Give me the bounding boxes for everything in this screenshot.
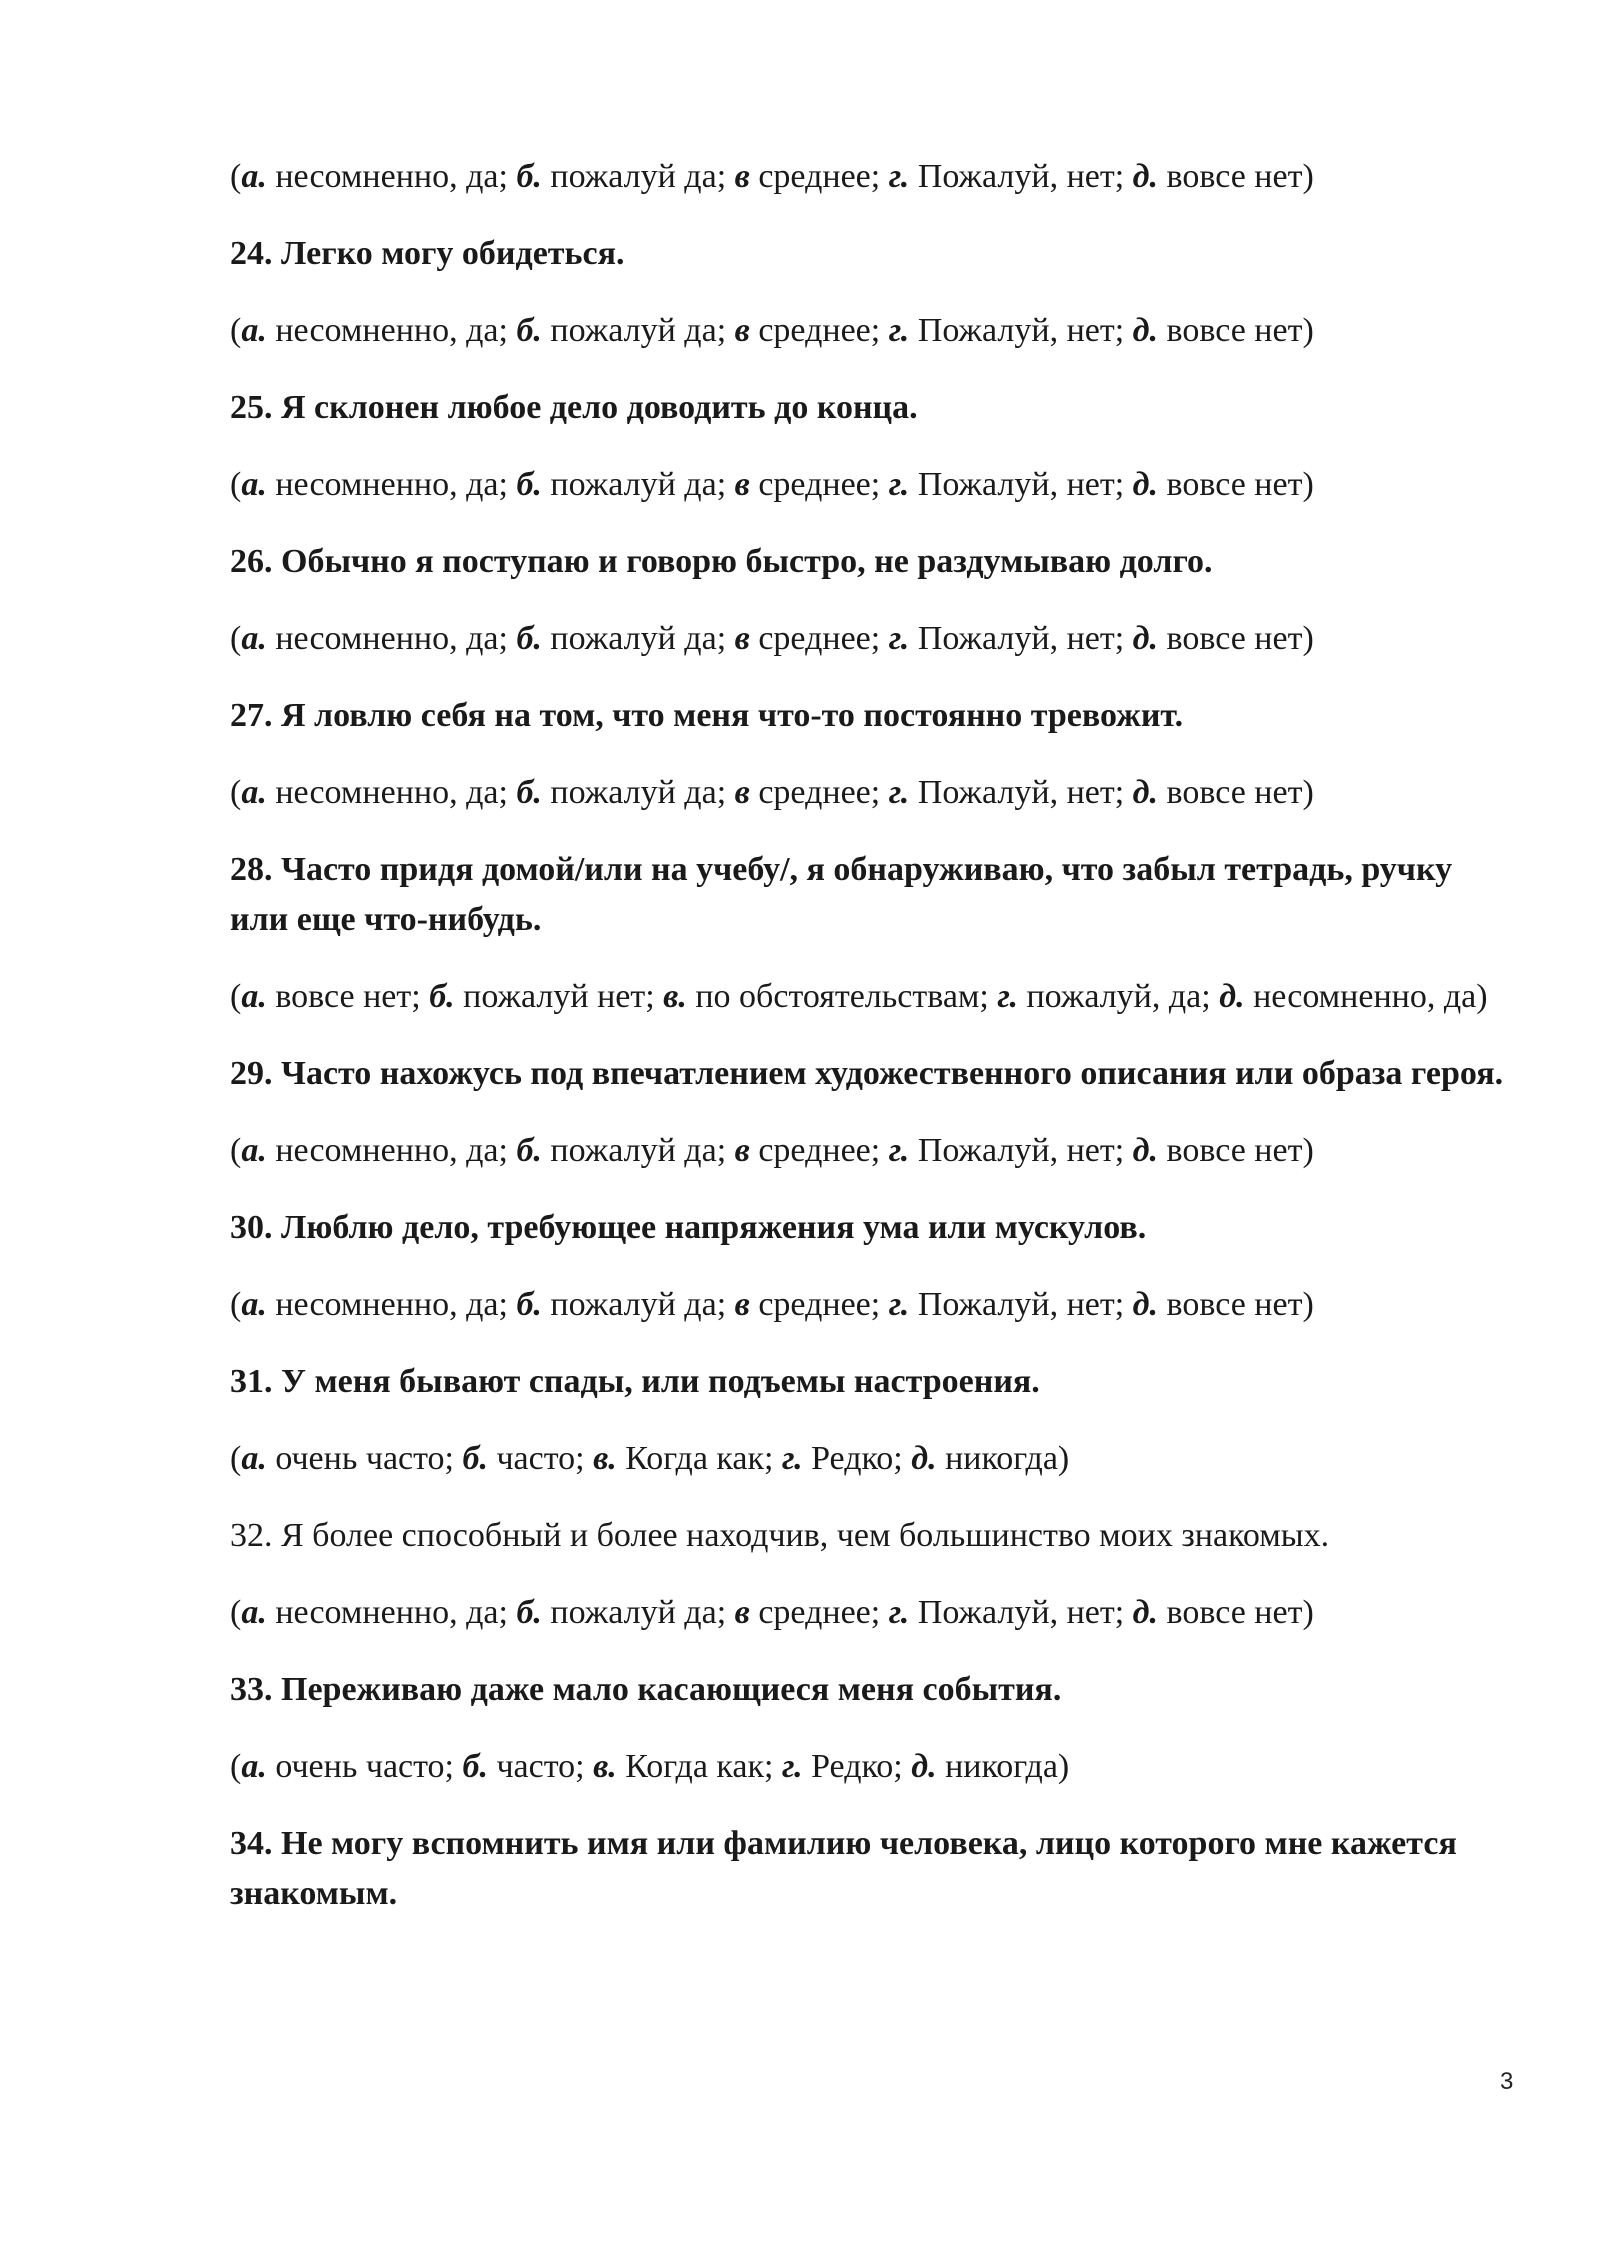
answer-options [230, 1588, 1510, 1638]
option-text: пожалуй да; [541, 312, 735, 349]
option-text: Пожалуй, нет; [909, 1286, 1133, 1323]
option-text: вовсе нет; [266, 978, 430, 1015]
option-text: вовсе нет) [1158, 1594, 1314, 1631]
option-text: пожалуй да; [541, 620, 735, 657]
option-letter: г. [888, 466, 910, 503]
option-letter: б. [516, 158, 542, 195]
option-text: пожалуй да; [541, 158, 735, 195]
option-letter: г. [997, 978, 1018, 1015]
option-letter: г. [888, 1286, 910, 1323]
option-text: Пожалуй, нет; [909, 620, 1133, 657]
option-text: среднее; [749, 1594, 889, 1631]
option-letter: г. [888, 158, 910, 195]
option-text: среднее; [749, 1132, 889, 1169]
question-text: 29. Часто нахожусь под впечатлением художественного описания или образа героя. [230, 1055, 1504, 1092]
option-letter: д. [1132, 1132, 1159, 1169]
question-text: 32. Я более способный и более находчив, чем большинство моих знакомых. [230, 1517, 1330, 1554]
option-text: очень часто; [266, 1440, 463, 1477]
option-letter: а. [241, 978, 267, 1015]
option-text: пожалуй да; [541, 1132, 735, 1169]
answer-options [230, 1280, 1510, 1330]
option-text: Редко; [802, 1440, 912, 1477]
option-text: Когда как; [616, 1748, 782, 1785]
option-text: несомненно, да; [266, 1132, 517, 1169]
answer-options [230, 460, 1510, 510]
option-text: вовсе нет) [1158, 312, 1314, 349]
option-text: Пожалуй, нет; [909, 466, 1133, 503]
option-letter: а. [241, 1440, 267, 1477]
option-letter: б. [516, 312, 542, 349]
page-number: 3 [1500, 2068, 1514, 2095]
option-text: ( [230, 978, 242, 1015]
option-text: вовсе нет) [1158, 466, 1314, 503]
option-text: несомненно, да; [266, 620, 517, 657]
answer-options [230, 768, 1510, 818]
option-text: ( [230, 312, 242, 349]
option-text: ( [230, 620, 242, 657]
question-text: 25. Я склонен любое дело доводить до конца. [230, 389, 918, 426]
option-text: ( [230, 1132, 242, 1169]
option-text: несомненно, да; [266, 466, 517, 503]
option-letter: а. [241, 1748, 267, 1785]
option-text: среднее; [749, 620, 889, 657]
option-text: среднее; [749, 312, 889, 349]
option-letter: д. [1132, 158, 1159, 195]
answer-options [230, 972, 1510, 1022]
option-letter: г. [781, 1440, 803, 1477]
question-text: 30. Люблю дело, требующее напряжения ума или мускулов. [230, 1209, 1147, 1246]
option-text: часто; [487, 1748, 594, 1785]
option-text: Редко; [802, 1748, 912, 1785]
option-letter: а. [241, 1132, 267, 1169]
option-text: Пожалуй, нет; [909, 774, 1133, 811]
answer-options [230, 306, 1510, 356]
option-letter: а. [241, 1594, 267, 1631]
option-text: среднее; [749, 466, 889, 503]
option-letter: д. [1132, 1594, 1159, 1631]
option-text: среднее; [749, 774, 889, 811]
option-text: пожалуй да; [541, 774, 735, 811]
option-letter: д. [1219, 978, 1245, 1015]
option-text: ( [230, 466, 242, 503]
option-letter: г. [888, 312, 910, 349]
option-letter: в [734, 1594, 750, 1631]
document-body [230, 152, 1510, 1946]
option-letter: д. [1132, 620, 1159, 657]
option-text: пожалуй да; [541, 1286, 735, 1323]
option-text: пожалуй да; [541, 1594, 735, 1631]
option-text: Когда как; [616, 1440, 782, 1477]
option-letter: в [734, 1286, 750, 1323]
option-text: вовсе нет) [1158, 158, 1314, 195]
option-letter: г. [888, 774, 910, 811]
option-letter: в [734, 774, 750, 811]
answer-options [230, 1434, 1510, 1484]
option-text: несомненно, да; [266, 312, 517, 349]
option-text: Пожалуй, нет; [909, 1594, 1133, 1631]
option-letter: б. [516, 1286, 542, 1323]
option-letter: в [734, 158, 750, 195]
question-text: 24. Легко могу обидеться. [230, 235, 625, 272]
option-letter: д. [911, 1748, 937, 1785]
option-text: никогда) [936, 1748, 1070, 1785]
option-text: несомненно, да; [266, 1286, 517, 1323]
option-letter: а. [241, 1286, 267, 1323]
option-letter: а. [241, 312, 267, 349]
question-text: 28. Часто придя домой/или на учебу/, я обнаруживаю, что забыл тетрадь, ручку или еще что-нибудь. [230, 851, 1453, 938]
question-text: 27. Я ловлю себя на том, что меня что-то постоянно тревожит. [230, 697, 1184, 734]
option-letter: б. [516, 1594, 542, 1631]
answer-options [230, 1126, 1510, 1176]
option-letter: д. [1132, 774, 1159, 811]
option-letter: а. [241, 620, 267, 657]
option-letter: б. [516, 774, 542, 811]
option-text: по обстоятельствам; [686, 978, 998, 1015]
option-letter: б. [462, 1748, 488, 1785]
option-letter: б. [516, 1132, 542, 1169]
option-letter: д. [1132, 1286, 1159, 1323]
option-text: Пожалуй, нет; [909, 1132, 1133, 1169]
option-text: ( [230, 158, 242, 195]
option-text: среднее; [749, 158, 889, 195]
question-text: 26. Обычно я поступаю и говорю быстро, не раздумываю долго. [230, 543, 1213, 580]
option-text: вовсе нет) [1158, 774, 1314, 811]
question-text: 33. Переживаю даже мало касающиеся меня события. [230, 1671, 1062, 1708]
option-letter: г. [781, 1748, 803, 1785]
option-letter: в. [663, 978, 687, 1015]
option-text: среднее; [749, 1286, 889, 1323]
option-letter: а. [241, 158, 267, 195]
option-text: пожалуй, да; [1017, 978, 1220, 1015]
option-text: Пожалуй, нет; [909, 312, 1133, 349]
option-letter: а. [241, 774, 267, 811]
option-text: ( [230, 1748, 242, 1785]
option-letter: д. [911, 1440, 937, 1477]
option-letter: д. [1132, 466, 1159, 503]
option-letter: г. [888, 1132, 910, 1169]
option-letter: а. [241, 466, 267, 503]
answer-options [230, 1742, 1510, 1792]
option-letter: в [734, 1132, 750, 1169]
option-text: несомненно, да; [266, 774, 517, 811]
option-letter: г. [888, 620, 910, 657]
option-text: никогда) [936, 1440, 1070, 1477]
option-letter: в. [593, 1748, 617, 1785]
option-letter: в [734, 466, 750, 503]
option-letter: б. [429, 978, 455, 1015]
option-text: вовсе нет) [1158, 1132, 1314, 1169]
option-letter: в [734, 620, 750, 657]
answer-options [230, 614, 1510, 664]
option-letter: б. [462, 1440, 488, 1477]
option-text: очень часто; [266, 1748, 463, 1785]
option-text: пожалуй нет; [454, 978, 664, 1015]
option-text: несомненно, да; [266, 1594, 517, 1631]
option-text: вовсе нет) [1158, 1286, 1314, 1323]
option-letter: д. [1132, 312, 1159, 349]
option-text: ( [230, 1594, 242, 1631]
question-text: 31. У меня бывают спады, или подъемы настроения. [230, 1363, 1040, 1400]
option-letter: г. [888, 1594, 910, 1631]
question-text: 34. Не могу вспомнить имя или фамилию человека, лицо которого мне кажется знакомым. [230, 1825, 1457, 1912]
option-text: ( [230, 1286, 242, 1323]
option-text: часто; [487, 1440, 594, 1477]
option-letter: в. [593, 1440, 617, 1477]
option-text: вовсе нет) [1158, 620, 1314, 657]
option-text: Пожалуй, нет; [909, 158, 1133, 195]
option-text: несомненно, да; [266, 158, 517, 195]
option-letter: б. [516, 466, 542, 503]
option-text: ( [230, 1440, 242, 1477]
answer-options [230, 152, 1510, 202]
option-letter: в [734, 312, 750, 349]
option-text: несомненно, да) [1244, 978, 1488, 1015]
option-text: пожалуй да; [541, 466, 735, 503]
option-text: ( [230, 774, 242, 811]
option-letter: б. [516, 620, 542, 657]
